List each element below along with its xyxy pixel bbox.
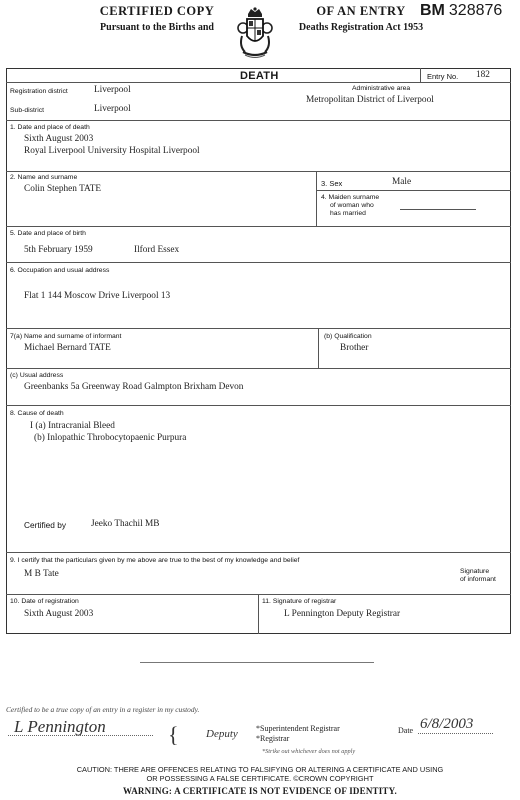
field2-rule	[6, 226, 511, 227]
header-left	[82, 4, 232, 33]
date-line	[418, 733, 493, 734]
name-surname-label: 2. Name and surname	[10, 174, 78, 181]
district-rule	[6, 120, 511, 121]
date-handwritten: 6/8/2003	[420, 716, 474, 732]
occupation-address-label: 6. Occupation and usual address	[10, 267, 110, 274]
entry-no-divider	[420, 68, 421, 82]
caution-line-2: OR POSSESSING A FALSE CERTIFICATE. ©CROWN COPYRIGHT	[146, 774, 374, 783]
signature-line	[8, 735, 153, 736]
registration-district-label: Registration district	[10, 88, 68, 95]
field8-rule	[6, 552, 511, 553]
sex-divider	[316, 171, 317, 226]
deceased-name-value: Colin Stephen TATE	[24, 184, 102, 194]
birth-date-value: 5th February 1959	[24, 245, 93, 255]
serial-number	[420, 2, 502, 20]
maiden-surname-blank	[400, 209, 476, 210]
field6-rule	[6, 328, 511, 329]
role-handwritten: Deputy	[206, 728, 238, 740]
admin-area-label: Administrative area	[352, 85, 411, 92]
date-place-birth-label: 5. Date and place of birth	[10, 230, 86, 237]
cause-line-1: I (a) Intracranial Bleed	[30, 421, 115, 431]
certify-statement-label: 9. I certify that the particulars given by me above are true to the best of my knowledge and belief	[10, 557, 300, 564]
royal-crest-icon	[236, 6, 274, 60]
certified-true-copy-text: Certified to be a true copy of an entry in a register in my custody.	[6, 705, 200, 714]
entry-no-value: 182	[476, 70, 490, 80]
heading-rule	[6, 82, 511, 83]
informant-address-label: (c) Usual address	[10, 372, 64, 379]
informant-signature-value: M B Tate	[24, 569, 59, 579]
field1-rule	[6, 171, 511, 172]
serial-prefix: BM	[420, 2, 445, 19]
birth-place-value: Ilford Essex	[134, 245, 180, 255]
maiden-surname-label-1: 4. Maiden surname	[321, 194, 380, 201]
registrar-signature-label: 11. Signature of registrar	[262, 598, 337, 605]
occupation-address-value: Flat 1 144 Moscow Drive Liverpool 13	[24, 291, 171, 301]
registration-district-value: Liverpool	[94, 85, 131, 95]
death-place-value: Royal Liverpool University Hospital Liverpool	[24, 146, 200, 156]
header-right	[286, 4, 436, 33]
informant-name-label: 7(a) Name and surname of informant	[10, 333, 122, 340]
field7-rule	[6, 368, 511, 369]
sex-value: Male	[392, 177, 412, 187]
registration-date-value: Sixth August 2003	[24, 609, 94, 619]
field5-rule	[6, 262, 511, 263]
signature-label: Signature	[460, 568, 490, 575]
sub-district-label: Sub-district	[10, 107, 44, 114]
date-label: Date	[398, 726, 414, 735]
caution-line-1: CAUTION: THERE ARE OFFENCES RELATING TO FALSIFYING OR ALTERING A CERTIFICATE AND USING	[76, 765, 444, 774]
of-an-entry-title: OF AN ENTRY	[316, 4, 406, 18]
registrar-signature-value: L Pennington Deputy Registrar	[284, 609, 401, 619]
sex-label: 3. Sex	[321, 179, 343, 188]
role-superintendent-registrar: *Superintendent Registrar	[256, 724, 340, 733]
pursuant-subtitle: Pursuant to the Births and	[100, 22, 214, 33]
certified-by-value: Jeeko Thachil MB	[91, 519, 160, 529]
admin-area-value: Metropolitan District of Liverpool	[306, 95, 434, 105]
death-date-value: Sixth August 2003	[24, 134, 94, 144]
sex-rule	[316, 190, 511, 191]
registrar-handwritten-signature: L Pennington	[14, 717, 106, 736]
cause-line-2: (b) Inlopathic Throbocytopaenic Purpura	[34, 433, 187, 443]
death-heading: DEATH	[240, 70, 279, 82]
maiden-surname-label-2: of woman who	[330, 202, 374, 209]
certified-by-label: Certified by	[24, 520, 66, 530]
frame-separator	[140, 662, 374, 663]
informant-name-value: Michael Bernard TATE	[24, 343, 111, 353]
registrar-divider	[258, 594, 259, 634]
registration-date-label: 10. Date of registration	[10, 598, 79, 605]
maiden-surname-label-3: has married	[330, 210, 366, 217]
date-place-death-label: 1. Date and place of death	[10, 124, 90, 131]
sub-district-value: Liverpool	[94, 104, 131, 114]
role-brace: {	[168, 722, 179, 747]
caution-notice	[30, 765, 490, 783]
strike-out-note: *Strike out whichever does not apply	[262, 748, 356, 755]
identity-warning: WARNING: A CERTIFICATE IS NOT EVIDENCE OF IDENTITY.	[123, 786, 397, 796]
certified-copy-title: CERTIFIED COPY	[99, 4, 215, 18]
informant-address-value: Greenbanks 5a Greenway Road Galmpton Brixham Devon	[24, 382, 244, 392]
qualification-divider	[318, 328, 319, 368]
of-informant-label: of informant	[460, 576, 496, 583]
cause-of-death-label: 8. Cause of death	[10, 410, 64, 417]
qualification-value: Brother	[340, 343, 369, 353]
field7c-rule	[6, 405, 511, 406]
serial-digits: 328876	[448, 2, 503, 19]
role-registrar: *Registrar	[256, 734, 290, 743]
qualification-label: (b) Qualification	[324, 333, 372, 340]
act-subtitle: Deaths Registration Act 1953	[298, 22, 424, 33]
entry-no-label: Entry No.	[427, 72, 459, 81]
